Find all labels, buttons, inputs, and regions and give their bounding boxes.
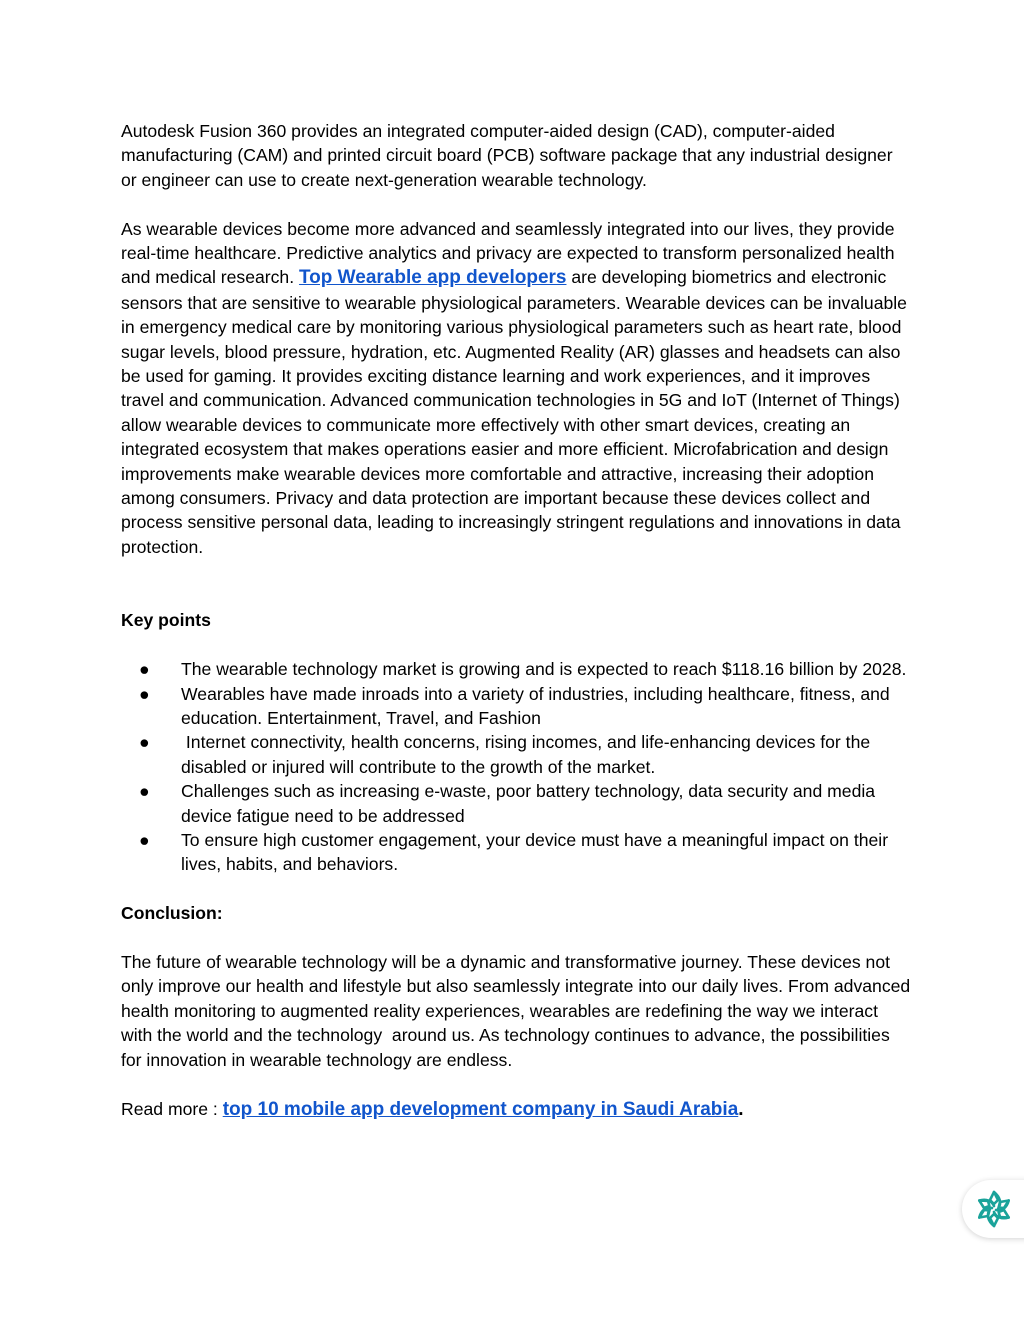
body-text-after-link: are developing biometrics and electronic sensors that are sensitive to wearable physiological parameters. Wearable devices can be invaluable in emergency medical care by monitoring various physiological parameters such as heart rate, blood sugar levels, blood pressure, hydration, etc. Augmented Reality (AR) glasses and headsets can also be used for gaming. It provides exciting distance learning and work experiences, and it improves travel and communication. Advanced communication technologies in 5G and IoT (Internet of Things) allow wearable devices to communicate more effectively with other smart devices, creating an integrated ecosystem that makes operations easier and more efficient. Microfabrication and design improvements make wearable devices more comfortable and attractive, increasing their adoption among consumers. Privacy and data protection are important because these devices collect and process sensitive personal data, leading to increasingly stringent regulations and innovations in data protection. [121, 267, 907, 557]
list-item-text: Challenges such as increasing e-waste, poor battery technology, data security and media device fatigue need to be addressed [181, 781, 876, 826]
conclusion-heading: Conclusion: [121, 903, 223, 924]
document-page [121, 119, 916, 1123]
ai-assistant-icon [974, 1189, 1014, 1229]
list-item [121, 828, 911, 877]
list-item [121, 730, 911, 779]
list-item [121, 779, 911, 828]
bullet-icon: ● [139, 683, 150, 704]
conclusion-paragraph: The future of wearable technology will be a dynamic and transformative journey. These devices not only improve our health and lifestyle but also seamlessly integrate into our daily lives. From advanced health monitoring to augmented reality experiences, wearables are redefining the way we interact with the world and the technology around us. As technology continues to advance, the possibilities for innovation in wearable technology are endless. [121, 951, 916, 1070]
list-item-text: To ensure high customer engagement, your device must have a meaningful impact on their lives, habits, and behaviors. [181, 829, 889, 875]
list-item-text: The wearable technology market is growing and is expected to reach $118.16 billion by 2028. [181, 659, 907, 680]
bullet-icon: ● [139, 829, 150, 850]
key-points-heading: Key points [121, 610, 211, 631]
list-item-text: Internet connectivity, health concerns, rising incomes, and life-enhancing devices for the disabled or injured will contribute to the growth of the market. [181, 732, 876, 777]
assistant-button[interactable] [962, 1180, 1024, 1238]
wearable-developers-link[interactable]: Top Wearable app developers [298, 267, 567, 289]
read-more-label: Read more : [121, 1099, 223, 1120]
saudi-arabia-app-company-link[interactable]: top 10 mobile app development company in Saudi Arabia [222, 1099, 739, 1121]
list-item [121, 682, 911, 731]
body-text-before-link: As wearable devices become more advanced and seamlessly integrated into our lives, they provide real-time healthcare. Predictive analytics and privacy are expected to transform personalized health and medical research. [121, 218, 895, 288]
key-points-list [121, 657, 911, 877]
bullet-icon: ● [139, 732, 150, 753]
list-item-text: Wearables have made inroads into a variety of industries, including healthcare, fitness, and education. Entertainment, Travel, and Fashion [181, 683, 890, 728]
read-more-line [121, 1096, 911, 1123]
intro-paragraph: Autodesk Fusion 360 provides an integrated computer-aided design (CAD), computer-aided manufacturing (CAM) and printed circuit board (PCB) software package that any industrial designer or engineer can use to create next-generation wearable technology. [121, 121, 893, 190]
read-more-period: . [738, 1099, 744, 1121]
body-paragraph [121, 217, 911, 560]
list-item [121, 657, 911, 681]
bullet-icon: ● [139, 781, 150, 802]
bullet-icon: ● [139, 659, 150, 680]
